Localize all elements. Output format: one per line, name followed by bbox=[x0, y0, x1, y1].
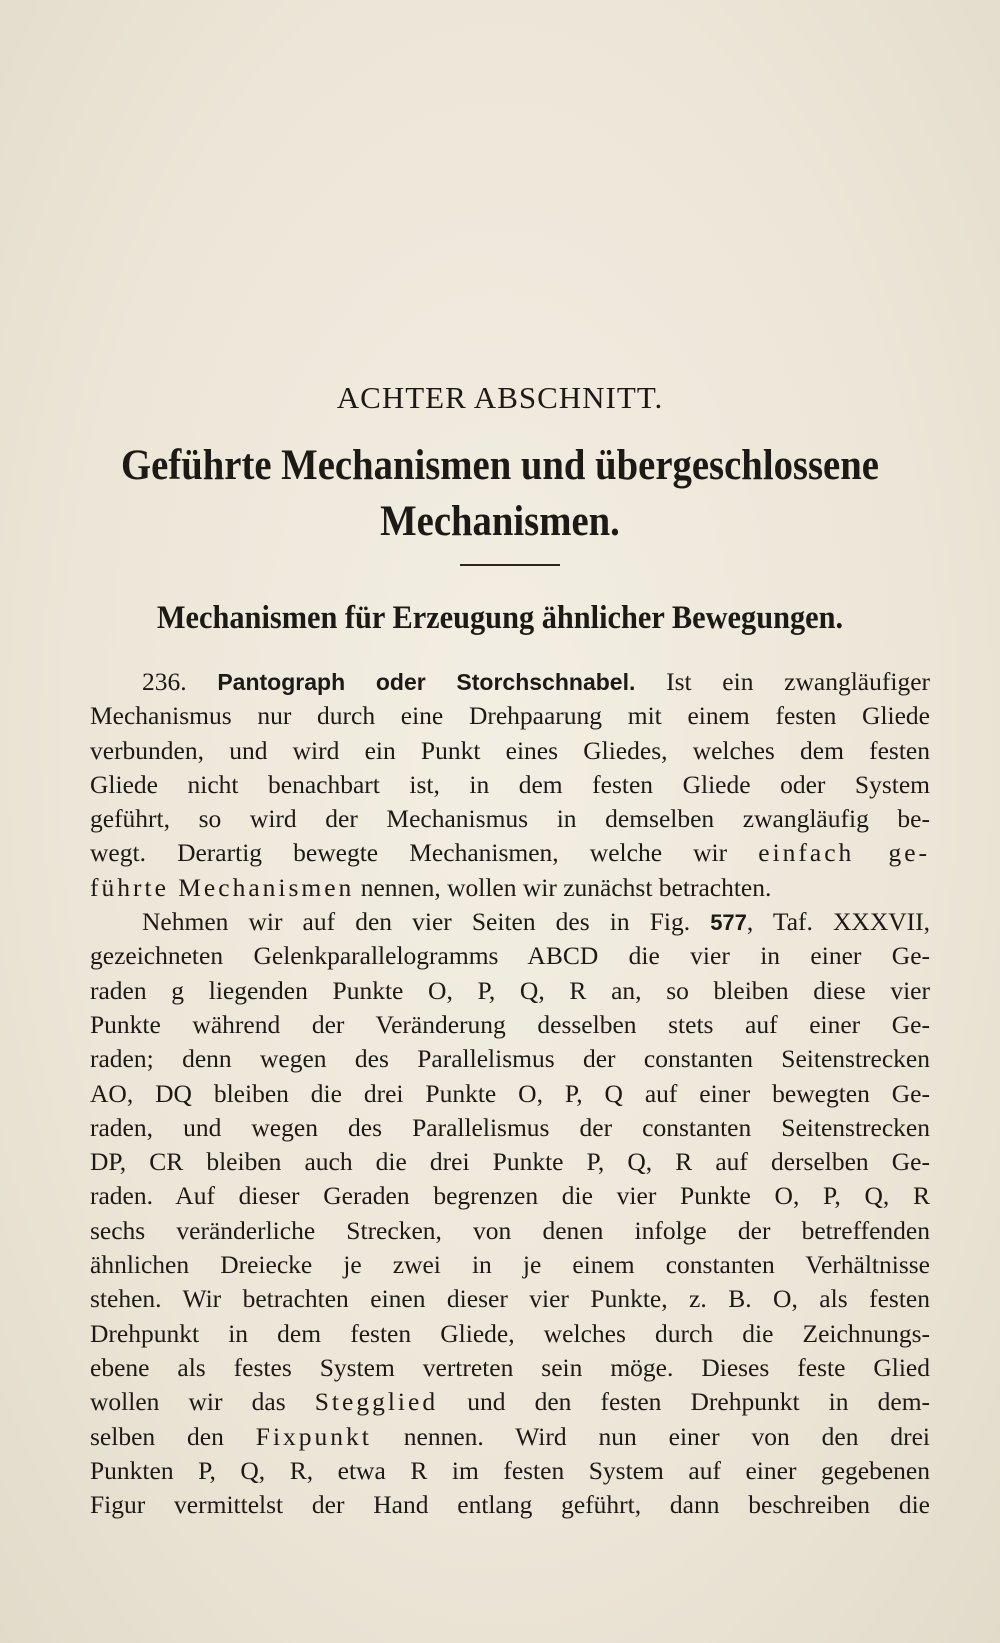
paragraph-line: raden. Auf dieser Geraden begrenzen die vier Punkte O, P, Q, R bbox=[90, 1181, 930, 1211]
paragraph-line: führte Mechanismen nennen, wollen wir zunächst betrachten. bbox=[90, 872, 772, 902]
paragraph-line: geführt, so wird der Mechanismus in demselben zwangläufig be- bbox=[90, 804, 930, 834]
spaced-term: führte Mechanismen bbox=[90, 872, 355, 902]
paragraph-line: Drehpunkt in dem festen Gliede, welches durch die Zeichnungs- bbox=[90, 1318, 930, 1348]
subsection-title: Mechanismen für Erzeugung ähnlicher Bewegungen. bbox=[156, 600, 844, 636]
paragraph-line: Punkte während der Veränderung desselben stets auf einer Ge- bbox=[90, 1009, 930, 1039]
paragraph-line: 236. Pantograph oder Storchschnabel. Ist ein zwangläufiger bbox=[142, 667, 930, 696]
paragraph-line: stehen. Wir betrachten einen dieser vier Punkte, z. B. O, als festen bbox=[90, 1284, 930, 1314]
paragraph-line: sechs veränderliche Strecken, von denen infolge der betreffenden bbox=[90, 1215, 930, 1245]
paragraph-line: DP, CR bleiben auch die drei Punkte P, Q, R auf derselben Ge- bbox=[90, 1147, 930, 1177]
body-text bbox=[90, 665, 930, 1522]
paragraph-line: wollen wir das Stegglied und den festen Drehpunkt in dem- bbox=[90, 1387, 931, 1417]
chapter-title-line-1: Geführte Mechanismen und übergeschlossene bbox=[121, 442, 879, 489]
spaced-term: einfach ge- bbox=[758, 838, 931, 868]
paragraph-line: Gliede nicht benachbart ist, in dem festen Gliede oder System bbox=[90, 769, 930, 799]
paragraph-number: 236. bbox=[142, 667, 187, 696]
paragraph-line: verbunden, und wird ein Punkt eines Gliedes, welches dem festen bbox=[90, 735, 930, 765]
paragraph-line: Figur vermittelst der Hand entlang geführt, dann beschreiben die bbox=[90, 1490, 930, 1520]
paragraph-line: Nehmen wir auf den vier Seiten des in Fig. 577, Taf. XXXVII, bbox=[142, 907, 931, 937]
show-through-text bbox=[80, 40, 940, 380]
chapter-title bbox=[104, 438, 896, 550]
paragraph-line: ebene als festes System vertreten sein möge. Dieses feste Glied bbox=[90, 1352, 930, 1382]
paragraph-line: wegt. Derartig bewegte Mechanismen, welche wir einfach ge- bbox=[90, 838, 931, 868]
paragraph-line: selben den Fixpunkt nennen. Wird nun einer von den drei bbox=[90, 1421, 931, 1451]
paragraph-line: raden; denn wegen des Parallelismus der constanten Seitenstrecken bbox=[90, 1044, 930, 1074]
spaced-term: Fixpunkt bbox=[255, 1421, 372, 1451]
paragraph-line: AO, DQ bleiben die drei Punkte O, P, Q auf einer bewegten Ge- bbox=[90, 1078, 930, 1108]
paragraph-line: raden, und wegen des Parallelismus der constanten Seitenstrecken bbox=[90, 1112, 930, 1142]
title-rule bbox=[460, 564, 560, 566]
paragraph-line: raden g liegenden Punkte O, P, Q, R an, so bleiben diese vier bbox=[90, 975, 930, 1005]
paragraph-line: Punkten P, Q, R, etwa R im festen System auf einer gegebenen bbox=[90, 1455, 930, 1485]
section-label: ACHTER ABSCHNITT. bbox=[336, 380, 664, 415]
paragraph-line: Mechanismus nur durch eine Drehpaarung mit einem festen Gliede bbox=[90, 701, 930, 731]
spaced-term: Stegglied bbox=[314, 1387, 439, 1417]
chapter-title-line-2: Mechanismen. bbox=[380, 498, 620, 545]
paragraph-line: gezeichneten Gelenkparallelogramms ABCD die vier in einer Ge- bbox=[90, 941, 930, 971]
figure-reference: 577 bbox=[710, 910, 747, 936]
paragraph-heading: Pantograph oder Storchschnabel. bbox=[217, 669, 636, 695]
paragraph-line: ähnlichen Dreiecke je zwei in je einem constanten Verhältnisse bbox=[90, 1250, 930, 1280]
